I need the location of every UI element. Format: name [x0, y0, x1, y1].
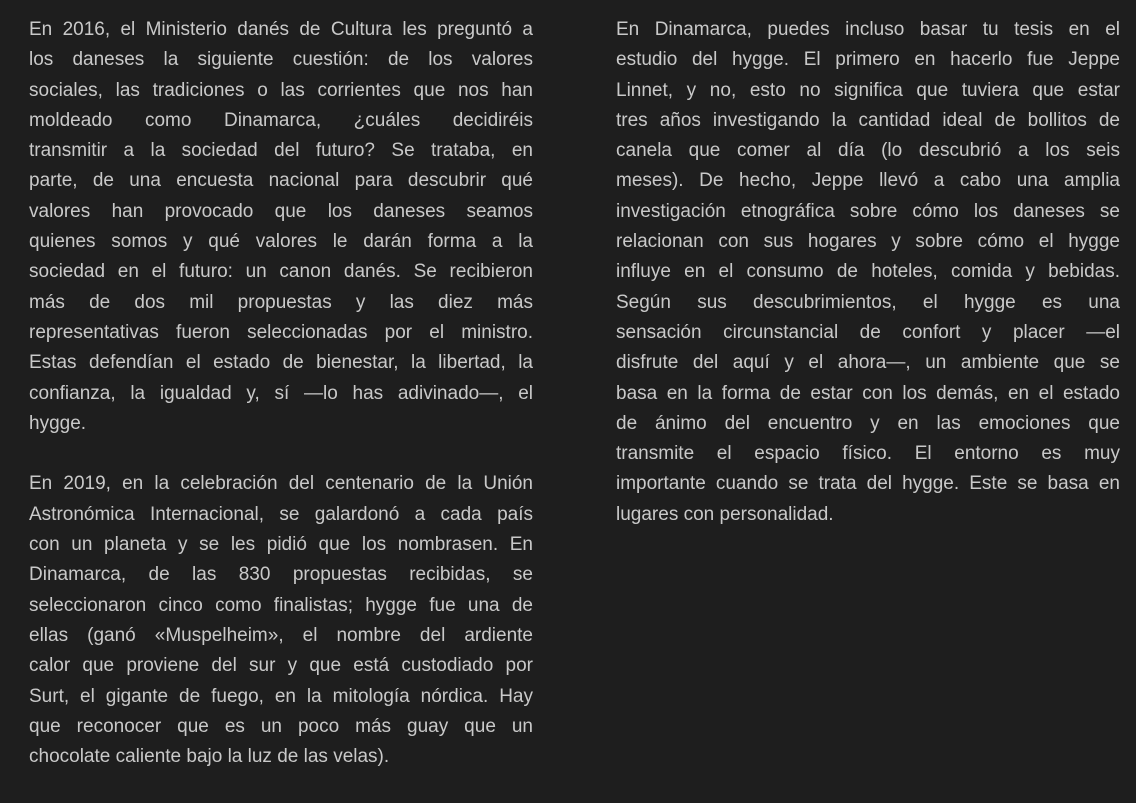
text-line: Linnet, y no, esto no significa que tuviera que estar: [616, 79, 1120, 101]
text-line: ellas (ganó «Muspelheim», el nombre del ardiente: [29, 624, 533, 646]
text-line: representativas fueron seleccionadas por el ministro.: [29, 321, 533, 343]
text-line: importante cuando se trata del hygge. Este se basa en: [616, 473, 1120, 495]
text-line: parte, de una encuesta nacional para descubrir qué: [29, 170, 533, 192]
text-line: En 2019, en la celebración del centenario de la Unión: [29, 473, 533, 495]
text-line: En Dinamarca, puedes incluso basar tu tesis en el: [616, 19, 1120, 40]
text-line: hygge.: [29, 412, 87, 434]
text-line: moldeado como Dinamarca, ¿cuáles decidiréis: [29, 109, 533, 131]
left-column: [29, 15, 533, 803]
text-line: confianza, la igualdad y, sí —lo has adivinado—, el: [29, 382, 533, 404]
text-line: meses). De hecho, Jeppe llevó a cabo una amplia: [616, 170, 1120, 192]
text-line: los daneses la siguiente cuestión: de los valores: [29, 49, 533, 71]
text-line: que reconocer que es un poco más guay que un: [29, 715, 533, 737]
text-line: estudio del hygge. El primero en hacerlo fue Jeppe: [616, 49, 1120, 71]
text-line: Dinamarca, de las 830 propuestas recibidas, se: [29, 564, 533, 586]
text-line: con un planeta y se les pidió que los nombrasen. En: [29, 534, 533, 556]
paragraph: [616, 15, 1120, 530]
text-line: Astronómica Internacional, se galardonó a cada país: [29, 503, 533, 525]
text-line: transmitir a la sociedad del futuro? Se trataba, en: [29, 140, 533, 162]
paragraph: [29, 469, 533, 772]
text-line: seleccionaron cinco como finalistas; hygge fue una de: [29, 594, 533, 616]
right-column: [616, 15, 1120, 560]
text-line: más de dos mil propuestas y las diez más: [29, 291, 533, 313]
text-line: lugares con personalidad.: [616, 503, 834, 525]
text-line: tres años investigando la cantidad ideal de bollitos de: [616, 109, 1120, 131]
text-line: basa en la forma de estar con los demás, en el estado: [616, 382, 1120, 404]
paragraph: [29, 15, 533, 439]
text-line: de ánimo del encuentro y en las emociones que: [616, 412, 1120, 434]
text-line: Estas defendían el estado de bienestar, la libertad, la: [29, 352, 533, 374]
text-line: relacionan con sus hogares y sobre cómo el hygge: [616, 231, 1120, 253]
text-line: valores han provocado que los daneses seamos: [29, 200, 533, 222]
text-line: investigación etnográfica sobre cómo los daneses se: [616, 200, 1120, 222]
text-line: chocolate caliente bajo la luz de las velas).: [29, 746, 390, 768]
text-line: quienes somos y qué valores le darán forma a la: [29, 231, 533, 253]
text-line: Surt, el gigante de fuego, en la mitología nórdica. Hay: [29, 685, 533, 707]
text-line: Según sus descubrimientos, el hygge es una: [616, 291, 1120, 313]
text-line: calor que proviene del sur y que está custodiado por: [29, 655, 533, 677]
text-line: sensación circunstancial de confort y placer —el: [616, 321, 1120, 343]
text-line: En 2016, el Ministerio danés de Cultura les preguntó a: [29, 19, 533, 40]
text-line: disfrute del aquí y el ahora—, un ambiente que se: [616, 352, 1120, 374]
text-line: sociedad en el futuro: un canon danés. Se recibieron: [29, 261, 533, 283]
text-line: influye en el consumo de hoteles, comida y bebidas.: [616, 261, 1120, 283]
text-line: transmite el espacio físico. El entorno es muy: [616, 443, 1120, 465]
text-line: canela que comer al día (lo descubrió a los seis: [616, 140, 1120, 162]
text-line: sociales, las tradiciones o las corrientes que nos han: [29, 79, 533, 101]
